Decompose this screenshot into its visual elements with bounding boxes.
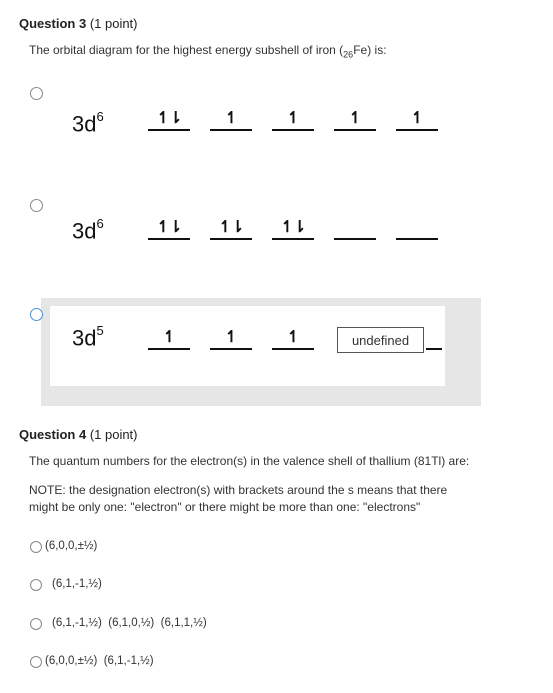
q3-option-1-exponent: 6 [96, 109, 104, 124]
q3-option-3-orbital-2-arrows: ↿ [224, 329, 238, 346]
orbital-line [334, 238, 376, 240]
q3-option-1-orbital-4 [334, 103, 376, 131]
orbital-line [272, 129, 314, 131]
q4-label: Question 4 [19, 427, 87, 442]
q3-option-3-orbital-5 [396, 322, 442, 350]
q3-option-2-orbital-3 [272, 212, 314, 240]
q4-option-2-label[interactable]: (6,1,-1,½) [52, 578, 102, 590]
q3-option-2-orbital-4 [334, 212, 376, 240]
q3-option-2-orbital-2 [210, 212, 252, 240]
orbital-line [396, 129, 438, 131]
q3-option-2-orbital-1-arrows: ↿⇂ [156, 219, 182, 236]
q4-points: (1 point) [89, 427, 138, 442]
q3-option-2-config [72, 218, 104, 244]
q4-option-1-label[interactable]: (6,0,0,±½) [45, 540, 98, 552]
q3-option-1-orbital-5 [396, 103, 438, 131]
q3-text: The orbital diagram for the highest energy subshell of iron ( [29, 43, 344, 57]
q3-option-3-broken-image: undefined [337, 327, 424, 353]
q3-question-text [29, 43, 387, 59]
orbital-line [210, 348, 252, 350]
q3-option-3-config [72, 325, 104, 351]
orbital-line [426, 348, 442, 350]
q3-option-2-radio[interactable] [30, 199, 43, 212]
orbital-line [272, 348, 314, 350]
q4-option-4-label[interactable]: (6,0,0,±½) (6,1,-1,½) [45, 655, 154, 667]
orbital-line [148, 348, 190, 350]
q4-option-3-radio[interactable] [30, 618, 42, 630]
q3-option-3-orbital-1 [148, 322, 190, 350]
q3-option-1-orbital-2-arrows: ↿ [224, 110, 238, 127]
q3-points: (1 point) [89, 16, 138, 31]
q3-option-3-orbital-3-arrows: ↿ [286, 329, 300, 346]
q3-option-2-orbital-3-arrows: ↿⇂ [280, 219, 306, 236]
orbital-line [210, 238, 252, 240]
q3-option-1-orbital-1 [148, 103, 190, 131]
q3-text-end: Fe) is: [353, 43, 387, 57]
q4-question-text: The quantum numbers for the electron(s) in the valence shell of thallium (81Tl) are: [29, 454, 470, 468]
q3-option-1-orbital-3-arrows: ↿ [286, 110, 300, 127]
q3-option-3-exponent: 5 [96, 323, 104, 338]
q3-option-2-subshell: 3d [72, 218, 97, 244]
q3-option-1-orbital-5-arrows: ↿ [410, 110, 424, 127]
q3-option-1-subshell: 3d [72, 111, 97, 137]
q3-option-2-exponent: 6 [96, 216, 104, 231]
q3-text-sub: 26 [343, 49, 354, 60]
q3-header [19, 16, 138, 31]
orbital-line [148, 238, 190, 240]
orbital-line [396, 238, 438, 240]
q4-header [19, 427, 138, 442]
q3-option-3-orbital-3 [272, 322, 314, 350]
q3-option-3-subshell: 3d [72, 325, 97, 351]
q4-note: NOTE: the designation electron(s) with brackets around the s means that there might be only one: "electron" or there might be more than one: "electrons" [29, 483, 448, 514]
q3-option-1-orbital-3 [272, 103, 314, 131]
q3-option-1-radio[interactable] [30, 87, 43, 100]
q3-option-2-orbital-2-arrows: ↿⇂ [218, 219, 244, 236]
q4-option-1-radio[interactable] [30, 541, 42, 553]
orbital-line [210, 129, 252, 131]
q3-label: Question 3 [19, 16, 87, 31]
q3-option-1-config [72, 111, 104, 137]
q3-option-3-orbital-1-arrows: ↿ [162, 329, 176, 346]
q3-option-3-orbital-2 [210, 322, 252, 350]
q3-option-1-orbital-2 [210, 103, 252, 131]
q3-option-1-orbital-1-arrows: ↿⇂ [156, 110, 182, 127]
q4-option-2-radio[interactable] [30, 579, 42, 591]
q3-option-2-orbital-5 [396, 212, 438, 240]
q3-option-2-orbital-1 [148, 212, 190, 240]
q3-option-3-radio[interactable] [30, 308, 43, 321]
orbital-line [272, 238, 314, 240]
orbital-line [148, 129, 190, 131]
q3-option-1-orbital-4-arrows: ↿ [348, 110, 362, 127]
q4-option-4-radio[interactable] [30, 656, 42, 668]
orbital-line [334, 129, 376, 131]
q4-option-3-label[interactable]: (6,1,-1,½) (6,1,0,½) (6,1,1,½) [52, 617, 207, 629]
